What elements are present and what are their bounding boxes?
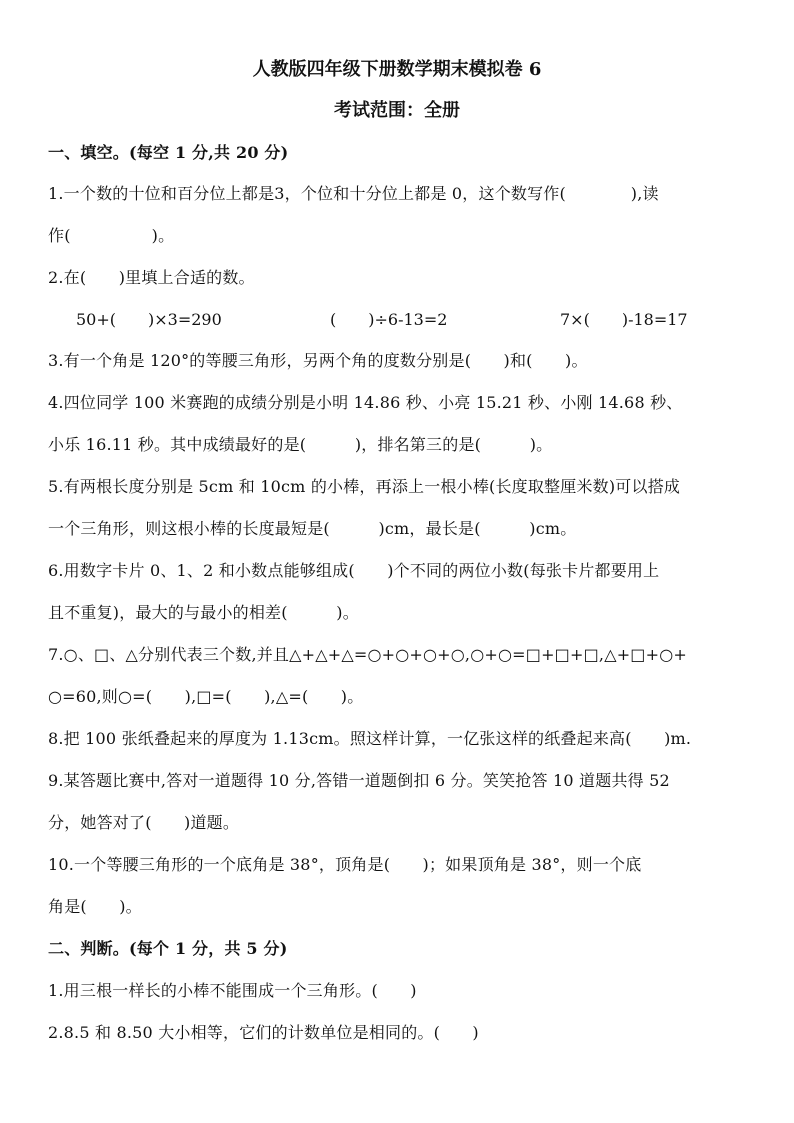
question-10-line-2: 角是( )。 (48, 897, 142, 916)
question-6-line-2: 且不重复)，最大的与最小的相差( )。 (48, 603, 359, 622)
question-1-line-2: 作( )。 (48, 226, 175, 245)
question-4-line-2: 小乐 16.11 秒。其中成绩最好的是( )，排名第三的是( )。 (48, 435, 553, 454)
question-7-line-2: ○=60,则○=( ),□=( ),△=( )。 (48, 687, 364, 706)
question-9-line-2: 分，她答对了( )道题。 (48, 813, 240, 832)
question-5-line-2: 一个三角形，则这根小棒的长度最短是( )cm，最长是( )cm。 (48, 519, 577, 538)
question-7-line-1: 7.○、□、△分别代表三个数,并且△+△+△=○+○+○+○,○+○=□+□+□,△+□+○+ (48, 645, 688, 664)
question-8-line-1: 8.把 100 张纸叠起来的厚度为 1.13cm。照这样计算，一亿张这样的纸叠起来高( )m. (48, 729, 692, 748)
question-3-line-1: 3.有一个角是 120°的等腰三角形，另两个角的度数分别是( )和( )。 (48, 351, 588, 370)
section-1-heading: 一、填空。(每空 1 分,共 20 分) (48, 143, 289, 162)
question-5-line-1: 5.有两根长度分别是 5cm 和 10cm 的小棒，再添上一根小棒(长度取整厘米数)可以搭成 (48, 477, 681, 496)
question-1-line-1: 1.一个数的十位和百分位上都是3，个位和十分位上都是 0，这个数写作( ),读 (48, 184, 659, 203)
question-6-line-1: 6.用数字卡片 0、1、2 和小数点能够组成( )个不同的两位小数(每张卡片都要用上 (48, 561, 660, 580)
question-9-line-1: 9.某答题比赛中,答对一道题得 10 分,答错一道题倒扣 6 分。笑笑抢答 10 道题共得 52 (48, 771, 670, 790)
section-2-heading: 二、判断。(每个 1 分，共 5 分) (48, 939, 288, 958)
question-4-line-1: 4.四位同学 100 米赛跑的成绩分别是小明 14.86 秒、小亮 15.21 秒、小刚 14.68 秒、 (48, 393, 683, 412)
page-subtitle: 考试范围：全册 (334, 100, 460, 121)
page-title: 人教版四年级下册数学期末模拟卷 6 (252, 59, 542, 80)
question-10-line-1: 10.一个等腰三角形的一个底角是 38°，顶角是( )；如果顶角是 38°，则一个底 (48, 855, 642, 874)
judge-question-2: 2.8.5 和 8.50 大小相等，它们的计数单位是相同的。( ) (48, 1023, 479, 1042)
question-2-equation-2: ( )÷6-13=2 (330, 310, 448, 329)
question-2-line-1: 2.在( )里填上合适的数。 (48, 268, 255, 287)
question-2-equation-3: 7×( )-18=17 (560, 310, 688, 329)
judge-question-1: 1.用三根一样长的小棒不能围成一个三角形。( ) (48, 981, 417, 1000)
question-2-equation-1: 50+( )×3=290 (76, 310, 222, 329)
